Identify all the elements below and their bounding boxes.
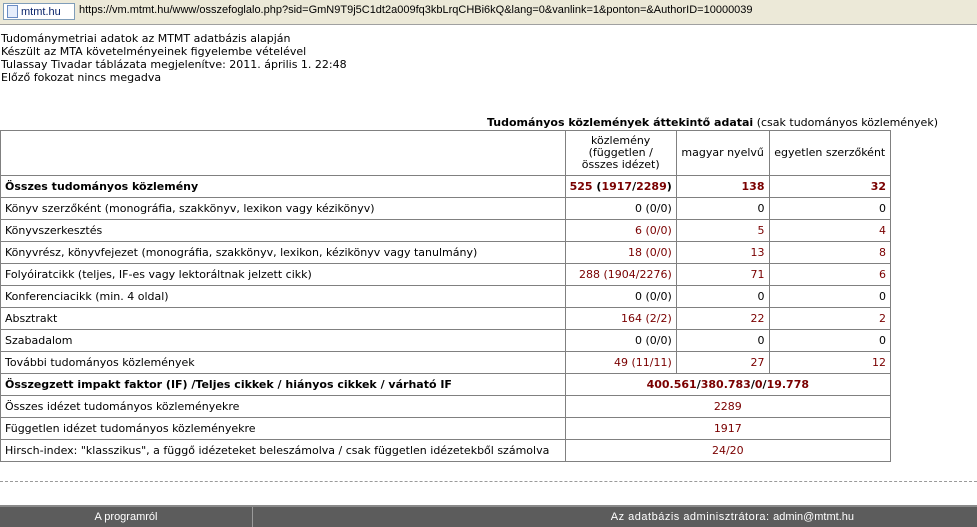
total-count-link[interactable]: 525 xyxy=(569,180,593,193)
single-author-link[interactable]: 2 xyxy=(769,308,891,330)
table-header-row xyxy=(1,131,891,176)
header-empty-cell xyxy=(1,131,566,176)
count-cell: 0 (0/0) xyxy=(565,198,676,220)
info-block xyxy=(1,32,347,84)
info-line-source: Tudománymetriai adatok az MTMT adatbázis alapján xyxy=(1,32,291,45)
info-line-requirements: Készült az MTA követelményeinek figyelembe vételével xyxy=(1,45,307,58)
count-cell: 0 (0/0) xyxy=(565,330,676,352)
about-program-link[interactable]: A programról xyxy=(0,507,253,527)
row-label: Összegzett impakt faktor (IF) /Teljes cikkek / hiányos cikkek / várható IF xyxy=(1,374,566,396)
single-author-link[interactable]: 8 xyxy=(769,242,891,264)
admin-info xyxy=(611,511,854,523)
count-cell: 0 (0/0) xyxy=(565,286,676,308)
total-all-citations-link[interactable]: 2289 xyxy=(636,180,667,193)
table-row xyxy=(1,198,891,220)
hungarian-cell: 0 xyxy=(676,198,769,220)
count-link[interactable]: 164 (2/2) xyxy=(565,308,676,330)
header-publications-line2: (független / xyxy=(588,146,653,159)
table-row xyxy=(1,264,891,286)
hungarian-link[interactable]: 27 xyxy=(676,352,769,374)
single-author-cell: 0 xyxy=(769,286,891,308)
row-label: Könyvrész, könyvfejezet (monográfia, szakkönyv, lexikon, kézikönyv vagy tanulmány) xyxy=(1,242,566,264)
row-label: Független idézet tudományos közleményekre xyxy=(1,418,566,440)
row-label: Folyóiratcikk (teljes, IF-es vagy lektoráltnak jelzett cikk) xyxy=(1,264,566,286)
paren-close: ) xyxy=(666,180,672,193)
total-single-author-link[interactable]: 32 xyxy=(769,176,891,198)
header-single-author: egyetlen szerzőként xyxy=(769,131,891,176)
table-row-total xyxy=(1,176,891,198)
paren-open: ( xyxy=(592,180,602,193)
browser-tab-title: mtmt.hu xyxy=(21,5,61,18)
table-row xyxy=(1,330,891,352)
table-row xyxy=(1,308,891,330)
hungarian-link[interactable]: 5 xyxy=(676,220,769,242)
citations-independent-value: 1917 xyxy=(565,418,890,440)
info-line-author-date: Tulassay Tivadar táblázata megjelenítve: 2011. április 1. 22:48 xyxy=(1,58,347,71)
single-author-link[interactable]: 4 xyxy=(769,220,891,242)
publication-stats-table xyxy=(0,130,891,462)
row-label: Összes idézet tudományos közleményekre xyxy=(1,396,566,418)
total-independent-citations-link[interactable]: 1917 xyxy=(601,180,633,193)
table-caption xyxy=(487,116,938,129)
footer-bar xyxy=(0,505,977,527)
hirsch-index-value: 24/20 xyxy=(565,440,890,462)
row-label: Konferenciacikk (min. 4 oldal) xyxy=(1,286,566,308)
row-label: Szabadalom xyxy=(1,330,566,352)
header-publications xyxy=(565,131,676,176)
header-publications-line3: összes idézet) xyxy=(581,158,660,171)
row-label: Hirsch-index: "klasszikus", a függő idézeteket beleszámolva / csak független idézetekből számolva xyxy=(1,440,566,462)
page-icon xyxy=(7,5,18,18)
if-full-value: 380.783 xyxy=(700,378,751,391)
single-author-cell: 0 xyxy=(769,330,891,352)
header-publications-line1: közlemény xyxy=(591,134,651,147)
row-label: További tudományos közlemények xyxy=(1,352,566,374)
count-link[interactable]: 6 (0/0) xyxy=(565,220,676,242)
hungarian-link[interactable]: 13 xyxy=(676,242,769,264)
table-row xyxy=(1,220,891,242)
slash: / xyxy=(762,378,767,391)
admin-label: Az adatbázis adminisztrátora: xyxy=(610,511,770,523)
single-author-link[interactable]: 6 xyxy=(769,264,891,286)
slash: / xyxy=(696,378,701,391)
slash: / xyxy=(750,378,755,391)
table-row-citations xyxy=(1,396,891,418)
row-label: Összes tudományos közlemény xyxy=(1,176,566,198)
if-partial-value: 0 xyxy=(754,378,763,391)
table-row xyxy=(1,242,891,264)
row-label: Absztrakt xyxy=(1,308,566,330)
table-row-citations xyxy=(1,418,891,440)
total-hungarian-link[interactable]: 138 xyxy=(676,176,769,198)
table-caption-title: Tudományos közlemények áttekintő adatai xyxy=(486,116,754,129)
impact-factor-cell xyxy=(565,374,890,396)
total-count-cell xyxy=(565,176,676,198)
if-expected-value: 19.778 xyxy=(766,378,810,391)
count-link[interactable]: 288 (1904/2276) xyxy=(565,264,676,286)
citations-total-value: 2289 xyxy=(565,396,890,418)
admin-email-link[interactable]: admin@mtmt.hu xyxy=(773,511,854,523)
row-label: Könyvszerkesztés xyxy=(1,220,566,242)
browser-tab[interactable] xyxy=(3,3,75,20)
single-author-cell: 0 xyxy=(769,198,891,220)
slash: / xyxy=(632,180,637,193)
browser-address-bar xyxy=(0,0,977,25)
if-total-value: 400.561 xyxy=(646,378,697,391)
single-author-link[interactable]: 12 xyxy=(769,352,891,374)
hungarian-link[interactable]: 71 xyxy=(676,264,769,286)
row-label: Könyv szerzőként (monográfia, szakkönyv, lexikon vagy kézikönyv) xyxy=(1,198,566,220)
url-field[interactable]: https://vm.mtmt.hu/www/osszefoglalo.php?sid=GmN9T9j5C1dt2a009fq3kbLrqCHBi6kQ&lang=0&vanlink=1&ponton=&AuthorID=10000039 xyxy=(79,4,753,16)
hungarian-cell: 0 xyxy=(676,330,769,352)
table-row xyxy=(1,286,891,308)
divider xyxy=(0,481,977,482)
header-hungarian: magyar nyelvű xyxy=(676,131,769,176)
hungarian-cell: 0 xyxy=(676,286,769,308)
info-line-degree: Előző fokozat nincs megadva xyxy=(1,71,162,84)
table-row-impact-factor xyxy=(1,374,891,396)
count-link[interactable]: 49 (11/11) xyxy=(565,352,676,374)
hungarian-link[interactable]: 22 xyxy=(676,308,769,330)
table-row xyxy=(1,352,891,374)
table-row-hirsch xyxy=(1,440,891,462)
table-caption-note: (csak tudományos közlemények) xyxy=(756,116,938,129)
count-link[interactable]: 18 (0/0) xyxy=(565,242,676,264)
